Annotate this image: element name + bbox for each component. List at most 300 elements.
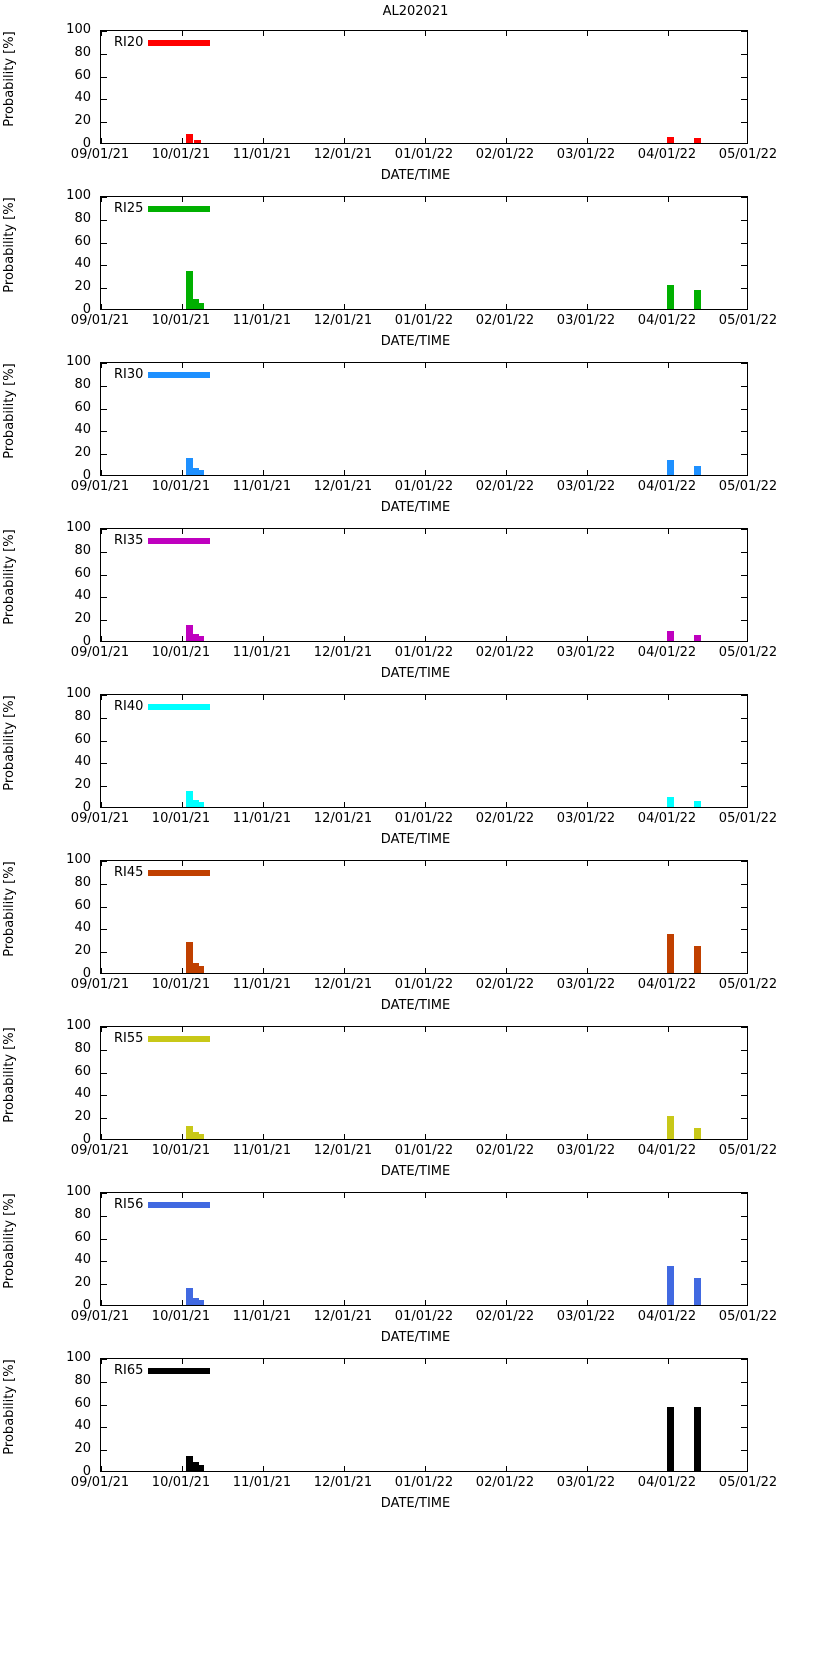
chart-bar [197,636,204,641]
y-tick-mark [101,220,107,221]
x-tick-label: 04/01/22 [637,811,697,826]
y-tick-label: 40 [74,422,91,438]
y-tick-mark [101,54,107,55]
y-tick-mark [741,861,747,862]
x-tick-mark [101,861,102,866]
x-tick-label: 11/01/21 [232,977,292,992]
x-tick-mark [263,304,264,309]
x-tick-mark [182,802,183,807]
x-tick-label: 03/01/22 [556,645,616,660]
x-tick-mark [425,1300,426,1305]
y-tick-label: 60 [74,67,91,83]
x-tick-label: 09/01/21 [70,479,130,494]
y-tick-mark [741,620,747,621]
y-tick-mark [101,597,107,598]
x-tick-label: 02/01/22 [475,147,535,162]
y-tick-mark [741,1073,747,1074]
x-tick-mark [668,363,669,368]
x-tick-mark [344,1027,345,1032]
y-tick-mark [101,1216,107,1217]
x-tick-mark [506,968,507,973]
x-tick-label: 05/01/22 [718,1475,778,1490]
y-tick-label: 40 [74,1086,91,1102]
x-tick-label: 05/01/22 [718,1143,778,1158]
x-tick-mark [263,802,264,807]
y-tick-label: 0 [82,136,91,151]
y-tick-label: 100 [66,354,91,369]
y-tick-mark [741,1261,747,1262]
y-tick-mark [741,288,747,289]
chart-panel-ri35 [0,520,831,686]
x-tick-mark [344,1193,345,1198]
x-tick-mark [668,529,669,534]
y-tick-label: 0 [82,800,91,815]
x-tick-mark [101,1466,102,1471]
x-tick-mark [425,363,426,368]
chart-bar [197,966,204,973]
y-tick-mark [101,431,107,432]
chart-bar [667,285,674,309]
y-tick-mark [741,1118,747,1119]
x-tick-label: 01/01/22 [394,313,454,328]
y-tick-mark [101,386,107,387]
x-axis-label: DATE/TIME [380,168,451,183]
x-tick-mark [425,1466,426,1471]
y-tick-mark [741,1193,747,1194]
x-tick-mark [506,363,507,368]
y-tick-mark [101,1382,107,1383]
y-tick-mark [101,575,107,576]
legend-ri30 [114,368,210,381]
x-tick-mark [344,861,345,866]
x-tick-mark [263,1466,264,1471]
y-tick-mark [101,1284,107,1285]
x-tick-mark [101,1134,102,1139]
y-tick-mark [101,1239,107,1240]
y-tick-mark [741,1050,747,1051]
y-tick-label: 80 [74,708,91,724]
y-tick-label: 100 [66,852,91,867]
x-tick-mark [263,1134,264,1139]
y-axis-label: Probability [%] [2,695,17,791]
y-tick-label: 60 [74,565,91,581]
y-tick-mark [741,197,747,198]
x-tick-mark [182,1134,183,1139]
chart-bar [694,801,701,807]
y-axis-label: Probability [%] [2,529,17,625]
x-tick-mark [182,1466,183,1471]
x-tick-mark [425,1134,426,1139]
y-tick-mark [741,575,747,576]
y-tick-label: 20 [74,1109,91,1125]
y-tick-mark [101,1405,107,1406]
x-tick-mark [587,1134,588,1139]
x-tick-label: 09/01/21 [70,1309,130,1324]
legend-color-key [148,372,210,378]
x-axis-label: DATE/TIME [380,1164,451,1179]
legend-label: RI56 [114,1197,144,1212]
y-tick-label: 40 [74,754,91,770]
chart-bar [694,946,701,973]
x-tick-label: 12/01/21 [313,313,373,328]
x-tick-mark [668,1193,669,1198]
y-tick-mark [741,386,747,387]
x-tick-mark [263,695,264,700]
chart-bar [197,303,204,309]
x-tick-mark [668,197,669,202]
x-tick-label: 03/01/22 [556,1143,616,1158]
y-tick-label: 40 [74,588,91,604]
x-tick-label: 10/01/21 [151,479,211,494]
x-tick-mark [506,1027,507,1032]
y-tick-mark [741,929,747,930]
y-tick-mark [101,409,107,410]
y-tick-mark [101,552,107,553]
y-tick-mark [101,77,107,78]
x-tick-label: 02/01/22 [475,811,535,826]
legend-color-key [148,1036,210,1042]
y-tick-label: 60 [74,1395,91,1411]
x-tick-mark [101,197,102,202]
chart-panel-ri30 [0,354,831,520]
x-tick-mark [587,1027,588,1032]
y-tick-label: 60 [74,399,91,415]
x-tick-mark [425,861,426,866]
x-tick-label: 01/01/22 [394,811,454,826]
x-tick-mark [506,304,507,309]
y-tick-label: 60 [74,1063,91,1079]
legend-color-key [148,206,210,212]
x-tick-label: 01/01/22 [394,1309,454,1324]
x-tick-label: 10/01/21 [151,1309,211,1324]
chart-bar [667,460,674,475]
chart-bar [194,140,201,143]
x-tick-mark [263,529,264,534]
chart-panel-ri25 [0,188,831,354]
x-tick-mark [182,636,183,641]
x-tick-mark [587,802,588,807]
x-tick-label: 12/01/21 [313,1309,373,1324]
x-tick-mark [344,802,345,807]
x-tick-mark [668,1027,669,1032]
y-tick-mark [741,54,747,55]
x-tick-mark [425,1359,426,1364]
y-tick-label: 0 [82,302,91,317]
y-tick-label: 100 [66,520,91,535]
x-tick-label: 05/01/22 [718,147,778,162]
x-tick-mark [101,363,102,368]
x-tick-mark [668,695,669,700]
y-tick-mark [741,1239,747,1240]
x-tick-label: 12/01/21 [313,811,373,826]
x-tick-label: 05/01/22 [718,811,778,826]
x-tick-mark [587,363,588,368]
y-tick-label: 40 [74,1418,91,1434]
y-tick-label: 40 [74,256,91,272]
y-tick-mark [101,718,107,719]
x-tick-label: 02/01/22 [475,1475,535,1490]
y-tick-mark [101,884,107,885]
x-tick-label: 10/01/21 [151,1475,211,1490]
x-tick-label: 11/01/21 [232,147,292,162]
x-tick-mark [587,968,588,973]
chart-panel-ri20 [0,22,831,188]
y-tick-mark [101,1095,107,1096]
x-tick-mark [344,1466,345,1471]
chart-bar [694,1128,701,1139]
x-tick-mark [587,304,588,309]
y-tick-label: 60 [74,731,91,747]
y-tick-mark [741,31,747,32]
x-tick-mark [506,1359,507,1364]
x-tick-mark [668,31,669,36]
x-axis-label: DATE/TIME [380,1496,451,1511]
x-tick-mark [101,968,102,973]
legend-label: RI55 [114,1031,144,1046]
x-tick-label: 12/01/21 [313,479,373,494]
y-tick-mark [101,786,107,787]
x-tick-mark [506,1300,507,1305]
x-tick-label: 11/01/21 [232,313,292,328]
x-tick-mark [263,861,264,866]
x-tick-mark [425,695,426,700]
y-tick-mark [101,907,107,908]
y-tick-mark [741,1405,747,1406]
y-tick-label: 40 [74,920,91,936]
chart-bar [667,1266,674,1305]
x-tick-label: 02/01/22 [475,1143,535,1158]
x-tick-mark [506,636,507,641]
x-tick-mark [587,636,588,641]
x-tick-mark [182,968,183,973]
y-tick-label: 0 [82,468,91,483]
x-tick-mark [506,861,507,866]
x-tick-mark [101,304,102,309]
x-tick-mark [101,470,102,475]
legend-label: RI65 [114,1363,144,1378]
y-tick-mark [741,363,747,364]
x-tick-mark [101,1300,102,1305]
chart-bar [694,290,701,309]
y-tick-mark [101,1050,107,1051]
y-tick-mark [741,1382,747,1383]
x-tick-label: 04/01/22 [637,977,697,992]
x-tick-mark [344,1134,345,1139]
x-tick-label: 10/01/21 [151,313,211,328]
x-tick-mark [425,1193,426,1198]
x-tick-mark [263,1027,264,1032]
y-tick-mark [741,1427,747,1428]
x-tick-label: 11/01/21 [232,645,292,660]
chart-bar [694,635,701,641]
x-tick-mark [587,1359,588,1364]
x-tick-mark [506,695,507,700]
x-tick-mark [182,1300,183,1305]
x-tick-mark [425,802,426,807]
y-tick-label: 80 [74,1372,91,1388]
chart-bar [197,1465,204,1471]
y-tick-mark [741,597,747,598]
y-tick-mark [101,288,107,289]
y-tick-mark [101,929,107,930]
x-tick-label: 09/01/21 [70,1143,130,1158]
x-tick-mark [587,197,588,202]
y-tick-label: 100 [66,1018,91,1033]
x-tick-mark [344,197,345,202]
chart-bar [667,137,674,143]
x-tick-mark [344,529,345,534]
y-tick-label: 40 [74,1252,91,1268]
x-tick-mark [101,138,102,143]
chart-bar [667,797,674,807]
y-tick-label: 60 [74,233,91,249]
y-axis-label: Probability [%] [2,363,17,459]
x-tick-mark [587,138,588,143]
x-tick-label: 01/01/22 [394,1143,454,1158]
x-tick-mark [425,529,426,534]
y-tick-mark [741,884,747,885]
y-tick-mark [741,1095,747,1096]
y-tick-label: 20 [74,943,91,959]
x-tick-label: 01/01/22 [394,147,454,162]
x-tick-mark [263,1359,264,1364]
x-tick-label: 01/01/22 [394,1475,454,1490]
y-axis-label: Probability [%] [2,31,17,127]
chart-bar [186,134,193,143]
legend-label: RI45 [114,865,144,880]
chart-bar [694,1278,701,1305]
x-tick-mark [506,31,507,36]
y-axis-label: Probability [%] [2,1193,17,1289]
x-tick-mark [344,1300,345,1305]
y-tick-label: 100 [66,686,91,701]
x-axis-label: DATE/TIME [380,334,451,349]
y-tick-label: 100 [66,188,91,203]
y-tick-mark [101,122,107,123]
x-axis-label: DATE/TIME [380,832,451,847]
x-tick-mark [587,529,588,534]
y-tick-label: 0 [82,634,91,649]
x-tick-mark [101,1027,102,1032]
x-tick-label: 02/01/22 [475,1309,535,1324]
chart-bar [197,1300,204,1305]
y-tick-label: 100 [66,1184,91,1199]
x-axis-label: DATE/TIME [380,666,451,681]
x-tick-mark [344,304,345,309]
x-tick-mark [182,304,183,309]
legend-ri56 [114,1198,210,1211]
y-tick-mark [101,952,107,953]
y-tick-label: 80 [74,874,91,890]
x-tick-label: 02/01/22 [475,645,535,660]
y-tick-mark [101,99,107,100]
y-tick-mark [741,1216,747,1217]
x-tick-mark [344,636,345,641]
x-tick-label: 01/01/22 [394,479,454,494]
y-tick-mark [101,763,107,764]
y-tick-mark [741,786,747,787]
legend-ri35 [114,534,210,547]
x-tick-label: 12/01/21 [313,147,373,162]
y-tick-mark [101,1118,107,1119]
chart-panel-ri56 [0,1184,831,1350]
y-tick-label: 60 [74,897,91,913]
y-tick-mark [741,1450,747,1451]
y-tick-mark [101,265,107,266]
y-tick-mark [101,1073,107,1074]
x-tick-mark [344,31,345,36]
y-tick-mark [741,907,747,908]
legend-color-key [148,704,210,710]
x-tick-mark [506,1134,507,1139]
x-tick-label: 05/01/22 [718,645,778,660]
y-axis-label: Probability [%] [2,1027,17,1123]
x-axis-label: DATE/TIME [380,500,451,515]
y-tick-mark [101,741,107,742]
chart-bar [694,138,701,143]
x-tick-label: 03/01/22 [556,1475,616,1490]
x-tick-mark [425,197,426,202]
legend-label: RI25 [114,201,144,216]
legend-color-key [148,40,210,46]
chart-panel-ri65 [0,1350,831,1516]
x-tick-label: 03/01/22 [556,977,616,992]
y-tick-label: 100 [66,1350,91,1365]
legend-ri55 [114,1032,210,1045]
x-tick-label: 04/01/22 [637,313,697,328]
y-tick-mark [101,243,107,244]
x-tick-label: 01/01/22 [394,645,454,660]
x-tick-mark [344,363,345,368]
y-tick-label: 80 [74,376,91,392]
y-tick-label: 80 [74,542,91,558]
x-tick-label: 05/01/22 [718,977,778,992]
chart-bar [197,1134,204,1139]
y-tick-mark [101,620,107,621]
x-tick-mark [425,138,426,143]
x-tick-mark [587,470,588,475]
x-tick-mark [263,968,264,973]
x-tick-label: 10/01/21 [151,811,211,826]
x-tick-mark [182,138,183,143]
x-tick-mark [101,529,102,534]
y-tick-label: 20 [74,1275,91,1291]
x-tick-label: 09/01/21 [70,811,130,826]
x-tick-label: 12/01/21 [313,1143,373,1158]
y-tick-mark [741,243,747,244]
chart-bar [667,631,674,641]
x-tick-label: 11/01/21 [232,479,292,494]
y-tick-mark [101,1261,107,1262]
x-tick-mark [263,138,264,143]
x-tick-mark [587,861,588,866]
x-tick-mark [425,1027,426,1032]
y-tick-label: 60 [74,1229,91,1245]
y-tick-mark [101,1450,107,1451]
x-tick-mark [506,1193,507,1198]
y-tick-label: 20 [74,777,91,793]
x-tick-label: 12/01/21 [313,645,373,660]
chart-bar [667,1407,674,1471]
x-tick-label: 10/01/21 [151,1143,211,1158]
y-tick-label: 20 [74,279,91,295]
y-tick-label: 0 [82,1464,91,1479]
x-tick-mark [263,197,264,202]
x-tick-mark [425,304,426,309]
x-tick-label: 02/01/22 [475,313,535,328]
y-tick-label: 80 [74,210,91,226]
x-tick-mark [344,695,345,700]
